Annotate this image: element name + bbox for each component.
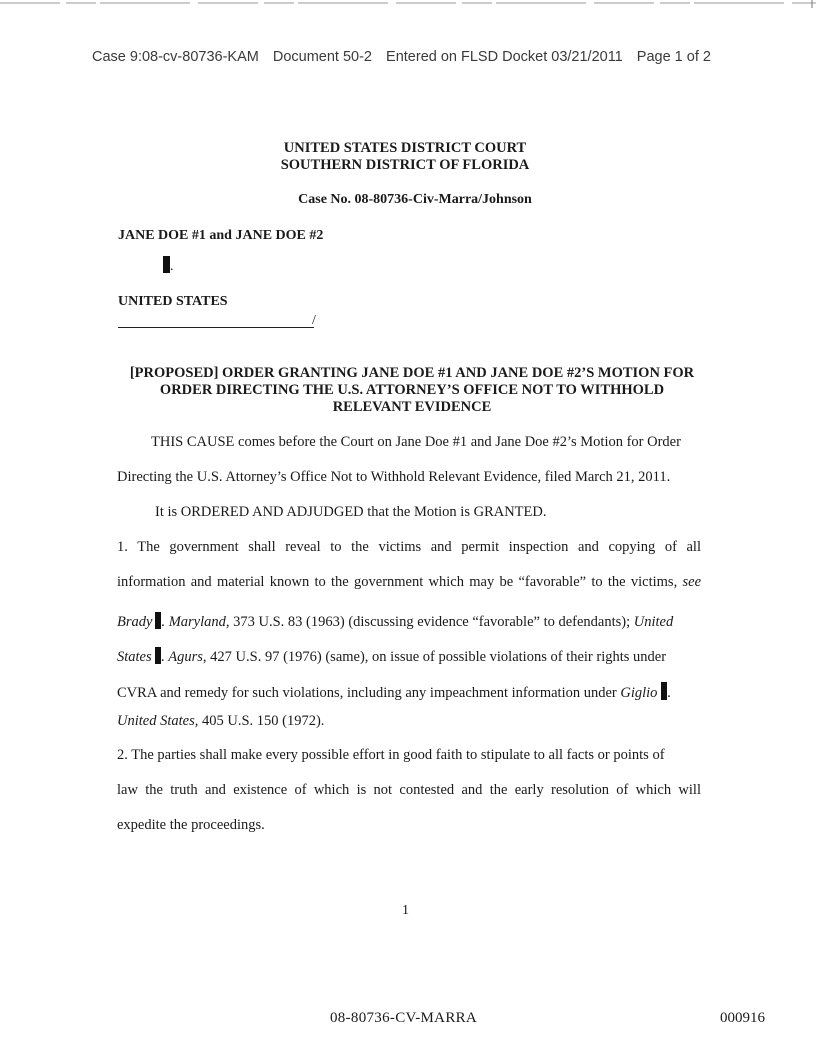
redaction-period: . [170,259,174,274]
item1-line1: 1. The government shall reveal to the victims and permit inspection and copying of all [117,539,701,555]
item1-line2 [117,574,701,591]
item2-line3: expedite the proceedings. [117,817,265,833]
case-maryland: . Maryland, [161,614,230,630]
caption-slash: / [312,313,316,328]
court-line-1: UNITED STATES DISTRICT COURT [283,140,527,156]
item1-line5-text: CVRA and remedy for such violations, including any impeachment information under [117,685,617,701]
item1-line6-text: 405 U.S. 150 (1972). [201,713,325,729]
redaction-box [155,612,161,629]
item1-see: see [682,574,701,590]
item1-line2-text: information and material known to the government which may be “favorable” to the victims, [117,574,678,590]
bates-number: 000916 [720,1010,765,1026]
body-p1-line2: Directing the U.S. Attorney’s Office Not to Withhold Relevant Evidence, filed March 21, 2011. [117,469,671,485]
header-entered: Entered on FLSD Docket 03/21/2011 [386,49,623,65]
defendant: UNITED STATES [118,294,228,309]
item1-line4 [117,644,666,666]
item2-line2: law the truth and existence of which is not contested and the early resolution of which will [117,782,701,798]
header-page: Page 1 of 2 [636,49,711,65]
scan-artifact-top [0,0,816,8]
item1-line5 [117,679,671,702]
item1-line3-text: 373 U.S. 83 (1963) (discussing evidence “favorable” to defendants); [233,614,631,630]
case-united: United [633,614,674,630]
docket-header [92,49,721,65]
body-ordered: It is ORDERED AND ADJUDGED that the Motion is GRANTED. [155,504,547,520]
page-number: 1 [402,903,409,918]
item1-line4-text: 427 U.S. 97 (1976) (same), on issue of possible violations of their rights under [210,649,667,665]
case-agurs: . Agurs, [161,649,207,665]
court-line-2: SOUTHERN DISTRICT OF FLORIDA [280,157,530,173]
redaction-box [163,256,170,273]
bates-label: 08-80736-CV-MARRA [330,1010,478,1026]
plaintiffs: JANE DOE #1 and JANE DOE #2 [118,228,324,243]
title-line-1: [PROPOSED] ORDER GRANTING JANE DOE #1 AND JANE DOE #2’S MOTION FOR [129,365,695,381]
redaction-box [661,682,667,700]
body-p1-line1: THIS CAUSE comes before the Court on Jane Doe #1 and Jane Doe #2’s Motion for Order [151,434,681,450]
order-title [118,365,706,416]
title-line-2: ORDER DIRECTING THE U.S. ATTORNEY’S OFFICE NOT TO WITHHOLD [159,382,665,398]
header-case: Case 9:08-cv-80736-KAM [92,49,259,65]
case-united-states: United States, [117,713,199,729]
item1-giglio-period: . [667,685,671,701]
case-number: Case No. 08-80736-Civ-Marra/Johnson [298,192,532,207]
caption-rule [118,327,314,328]
header-document: Document 50-2 [272,49,372,65]
case-states: States [117,649,152,665]
court-name [0,140,813,174]
item2-line1: 2. The parties shall make every possible effort in good faith to stipulate to all facts or points of [117,747,665,763]
case-giglio: Giglio [620,685,658,701]
item1-line6 [117,713,324,730]
title-line-3: RELEVANT EVIDENCE [332,399,492,415]
case-brady: Brady [117,614,153,630]
redaction-box [155,647,161,664]
item1-line3 [117,609,673,631]
